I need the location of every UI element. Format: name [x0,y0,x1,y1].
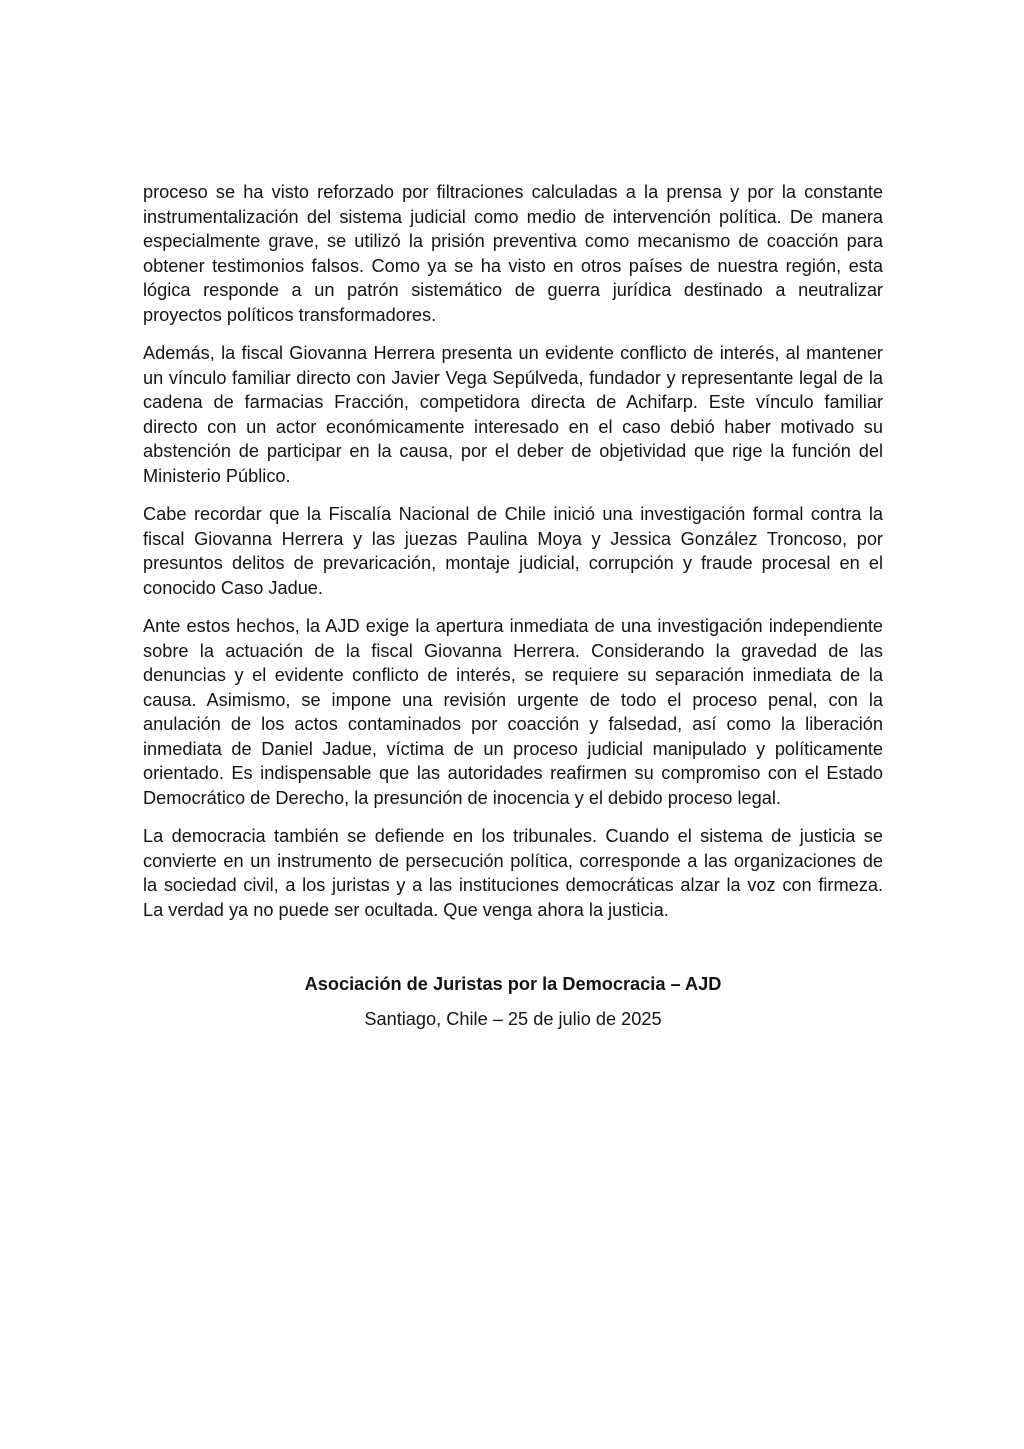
place-date: Santiago, Chile – 25 de julio de 2025 [364,1008,662,1029]
paragraph-5: La democracia también se defiende en los tribunales. Cuando el sistema de justicia se convierte en un instrumento de persecución política, corresponde a las organizaciones de la sociedad civil, a los juristas y a las instituciones democráticas alzar la voz con firmeza. La verdad ya no puede ser ocultada. Que venga ahora la justicia. [143,826,883,920]
paragraph-4: Ante estos hechos, la AJD exige la apertura inmediata de una investigación independiente sobre la actuación de la fiscal Giovanna Herrera. Considerando la gravedad de las denuncias y el evidente conflicto de interés, se requiere su separación inmediata de la causa. Asimismo, se impone una revisión urgente de todo el proceso penal, con la anulación de los actos contaminados por coacción y falsedad, así como la liberación inmediata de Daniel Jadue, víctima de un proceso judicial manipulado y políticamente orientado. Es indispensable que las autoridades reafirmen su compromiso con el Estado Democrático de Derecho, la presunción de inocencia y el debido proceso legal. [143,616,883,808]
paragraph-2: Además, la fiscal Giovanna Herrera presenta un evidente conflicto de interés, al mantener un vínculo familiar directo con Javier Vega Sepúlveda, fundador y representante legal de la cadena de farmacias Fracción, competidora directa de Achifarp. Este vínculo familiar directo con un actor económicamente interesado en el caso debió haber motivado su abstención de participar en la causa, por el deber de objetividad que rige la función del Ministerio Público. [143,343,883,486]
organization-name: Asociación de Juristas por la Democracia – AJD [304,974,722,994]
signature-block [143,972,883,1031]
paragraph-3: Cabe recordar que la Fiscalía Nacional de Chile inició una investigación formal contra la fiscal Giovanna Herrera y las juezas Paulina Moya y Jessica González Troncoso, por presuntos delitos de prevaricación, montaje judicial, corrupción y fraude procesal en el conocido Caso Jadue. [143,504,883,598]
document-page [143,180,883,1031]
paragraph-1: proceso se ha visto reforzado por filtraciones calculadas a la prensa y por la constante instrumentalización del sistema judicial como medio de intervención política. De manera especialmente grave, se utilizó la prisión preventiva como mecanismo de coacción para obtener testimonios falsos. Como ya se ha visto en otros países de nuestra región, esta lógica responde a un patrón sistemático de guerra jurídica destinado a neutralizar proyectos políticos transformadores. [143,182,883,325]
